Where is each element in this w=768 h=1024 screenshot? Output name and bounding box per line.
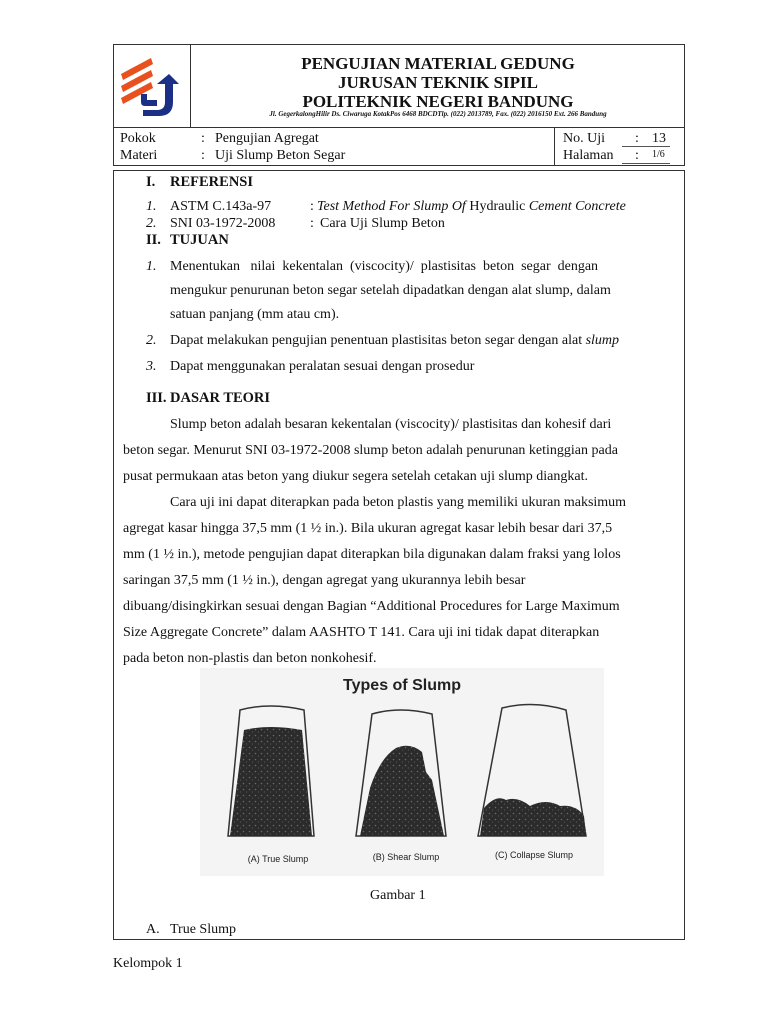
section-3-number: III. [146, 390, 167, 406]
para1-line-3: pusat permukaan atas beton yang diukur segera setelah cetakan uji slump diangkat. [123, 469, 588, 484]
collapse-slump-shape [480, 798, 586, 836]
header-title-2: JURUSAN TEKNIK SIPIL [338, 73, 538, 92]
no-uji-value: 13 [652, 131, 666, 146]
para2-line-1: Cara uji ini dapat diterapkan pada beton plastis yang memiliki ukuran maksimum [170, 495, 627, 510]
tujuan-3-text: Dapat menggunakan peralatan sesuai dengan prosedur [170, 359, 475, 374]
ref-1-number: 1. [146, 199, 157, 214]
section-3-heading: DASAR TEORI [170, 390, 271, 406]
underline [622, 146, 670, 147]
true-slump-shape [230, 727, 312, 836]
subsection-label: A. [146, 922, 160, 937]
ref-1-title-a: Test Method For Slump Of [317, 199, 466, 214]
shear-slump-shape [360, 746, 444, 836]
header-title-1: PENGUJIAN MATERIAL GEDUNG [301, 54, 575, 73]
tujuan-1-line-1: Menentukan nilai kekentalan (viscocity)/ plastisitas beton segar dengan [170, 259, 599, 274]
section-1-heading: REFERENSI [170, 174, 253, 190]
pokok-value: Pengujian Agregat [215, 131, 319, 146]
para1-line-1: Slump beton adalah besaran kekentalan (viscocity)/ plastisitas dan kohesif dari [170, 417, 612, 432]
slump-illustration [200, 668, 604, 876]
para2-line-5: dibuang/disingkirkan sesuai dengan Bagian “Additional Procedures for Large Maximum [123, 599, 620, 614]
pokok-label: Pokok [120, 131, 156, 146]
tujuan-2-italic: slump [585, 333, 620, 348]
header-title-3: POLITEKNIK NEGERI BANDUNG [302, 92, 574, 111]
figure-caption: Gambar 1 [370, 888, 426, 903]
label-b: (B) Shear Slump [372, 852, 440, 862]
label-a: (A) True Slump [247, 854, 309, 864]
section-1-number: I. [146, 174, 156, 190]
label-c: (C) Collapse Slump [494, 850, 574, 860]
colon: : [635, 148, 639, 163]
para2-line-6: Size Aggregate Concrete” dalam AASHTO T 141. Cara uji ini tidak dapat diterapkan [123, 625, 600, 640]
colon: : [201, 131, 205, 146]
halaman-label: Halaman [563, 148, 614, 163]
ref-2-title: Cara Uji Slump Beton [320, 216, 445, 231]
tujuan-2-text [170, 328, 619, 354]
para2-line-3: mm (1 ½ in.), metode pengujian dapat diterapkan bila digunakan dalam fraksi yang lolos [123, 547, 621, 562]
tujuan-2-number: 2. [146, 333, 157, 348]
ref-1-code: ASTM C.143a-97 [170, 199, 272, 214]
no-uji-label: No. Uji [563, 131, 605, 146]
tujuan-1-line-3: satuan panjang (mm atau cm). [170, 307, 340, 322]
tujuan-2-main: Dapat melakukan pengujian penentuan plastisitas beton segar dengan alat [170, 333, 583, 348]
section-2-heading: TUJUAN [170, 232, 229, 248]
colon: : [201, 148, 205, 163]
tujuan-1-line-2: mengukur penurunan beton segar setelah dipadatkan dengan alat slump, dalam [170, 283, 611, 298]
header-address: Jl. GegerkalongHilir Ds. Ciwaruga KotakPos 6468 BDCDTlp. (022) 2013789, Fax. (022) 2016150 Ext. 266 Bandung [269, 110, 607, 118]
ref-1-sep: : [310, 199, 314, 214]
footer-group: Kelompok 1 [113, 956, 183, 971]
para1-line-2: beton segar. Menurut SNI 03-1972-2008 slump beton adalah penurunan ketinggian pada [123, 443, 618, 458]
para2-line-4: saringan 37,5 mm (1 ½ in.), dengan agregat yang ukurannya lebih besar [123, 573, 526, 588]
polban-logo-icon [113, 44, 189, 128]
subsection-text: True Slump [170, 922, 237, 937]
ref-2-code: SNI 03-1972-2008 [170, 216, 276, 231]
logo-cell [113, 44, 191, 128]
ref-1-title-b: Hydraulic [469, 199, 526, 214]
para2-line-2: agregat kasar hingga 37,5 mm (1 ½ in.). Bila ukuran agregat kasar lebih besar dari 37,5 [123, 521, 613, 536]
materi-value: Uji Slump Beton Segar [215, 148, 346, 163]
ref-2-sep: : [310, 216, 314, 231]
tujuan-1-number: 1. [146, 259, 157, 274]
materi-label: Materi [120, 148, 158, 163]
para2-line-7: pada beton non-plastis dan beton nonkohesif. [123, 651, 377, 666]
slump-figure [200, 668, 604, 876]
halaman-value: 1/6 [652, 149, 665, 160]
section-2-number: II. [146, 232, 161, 248]
ref-2-number: 2. [146, 216, 157, 231]
figure-title: Types of Slump [343, 677, 461, 694]
tujuan-3-number: 3. [146, 359, 157, 374]
colon: : [635, 131, 639, 146]
underline [622, 163, 670, 164]
ref-1-title-c: Cement Concrete [528, 199, 626, 214]
